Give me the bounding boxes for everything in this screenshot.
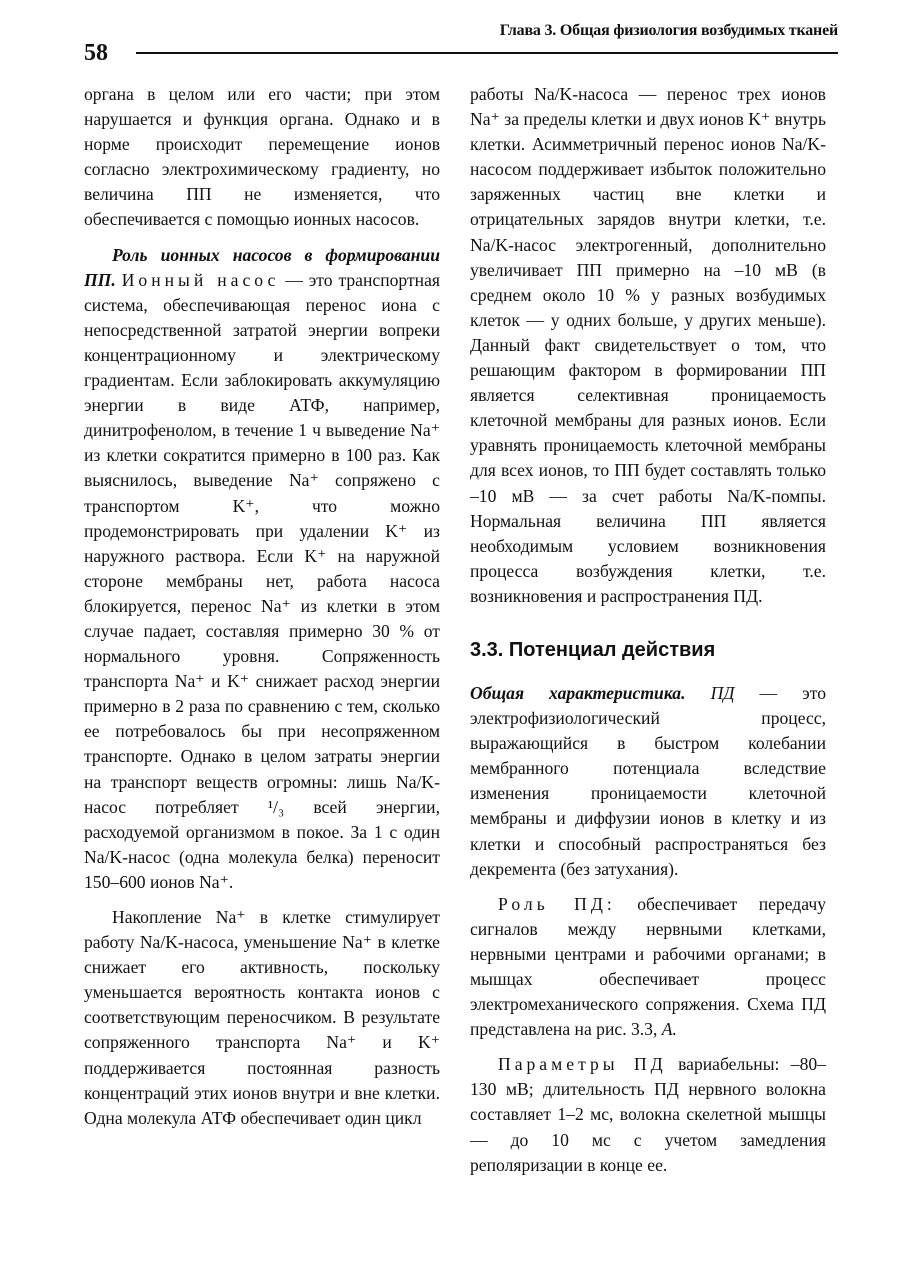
paragraph: работы Na/K-насоса — перенос трех ионов Na⁺ за пределы клетки и двух ионов K⁺ внутрь клетки. Асимметричный перенос ионов Na/K-насосом поддерживает избыток положительно заряженных частиц вне клетки и отрицательных зарядов внутри клетки, т.е. Na/K-насос электрогенный, дополнительно увеличивает ПП примерно на –10 мВ (в среднем около 10 % у разных возбудимых клеток — у одних больше, у других меньше). Данный факт свидетельствует о том, что решающим фактором в формировании ПП является селективная проницаемость клеточной мембраны для разных ионов. Если уравнять проницаемость клеточной мембраны для всех ионов, то ПП будет составлять только –10 мВ — за счет работы Na/K-помпы. Нормальная величина ПП является необходимым условием возникновения процесса возбуждения клетки, т.е. возникновения и распространения ПД. bbox=[470, 84, 826, 606]
paragraph-title: Роль ионных насосов в формировании ПП. bbox=[84, 244, 440, 290]
paragraph-body: вариабельны: –80–130 мВ; длительность ПД нервного волокна составляет 1–2 мс, волокна скелетной мышцы — до 10 мс с учетом замедления реполяризации в конце ее. bbox=[470, 1054, 826, 1175]
spaced-term: Параметры ПД bbox=[498, 1054, 667, 1075]
section-heading: 3.3. Потенциал действия bbox=[470, 638, 716, 661]
paragraph bbox=[84, 243, 440, 895]
paragraph-body: — это электрофизиологический процесс, выражающийся в быстром колебании мембранного потенциала вследствие изменения проницаемости клеточной мембраны и диффузии ионов в клетку и из клетки и способный распространяться без декремента (без затухания). bbox=[470, 682, 826, 879]
paragraph-title: Общая характеристика. bbox=[470, 682, 686, 703]
paragraph-body: — это транспортная система, обеспечивающая перенос иона с непосредственной затратой энергии вопреки концентрационному и электрическому градиентам. Если заблокировать аккумуляцию энергии в виде АТФ, например, динитрофенолом, в течение 1 ч выведение Na⁺ из клетки сократится примерно в 100 раз. Как выяснилось, выведение Na⁺ сопряжено с транспортом K⁺, что можно продемонстрировать при удалении K⁺ из наружного раствора. Если K⁺ на наружной стороне мембраны нет, работа насоса блокируется, перенос Na⁺ из клетки в этом случае падает, составляя примерно 30 % от нормального уровня. Сопряженность транспорта Na⁺ и K⁺ снижает расход энергии примерно в 2 раза по сравнению с тем, сколько ее потребовалось бы при несопряженном транспорте. Однако в целом затраты энергии на транспорт веществ огромны: лишь Na/K-насос потребляет ¹/₃ всей энергии, расходуемой организмом в покое. За 1 с один Na/K-насос (одна молекула белка) переносит 150–600 ионов Na⁺. bbox=[84, 269, 441, 892]
header-rule bbox=[136, 52, 838, 54]
paragraph: Накопление Na⁺ в клетке стимулирует работу Na/K-насоса, уменьшение Na⁺ в клетке снижает его активность, поскольку уменьшается вероятность контакта ионов с соответствующим переносчиком. В результате сопряженного транспорта Na⁺ и K⁺ поддерживается постоянная разность концентраций этих ионов внутри и вне клетки. Одна молекула АТФ обеспечивает один цикл bbox=[84, 907, 440, 1128]
term-italic: ПД bbox=[710, 682, 735, 703]
spaced-term: Роль ПД: bbox=[498, 893, 616, 914]
page-header bbox=[84, 22, 838, 66]
spaced-term: Ионный насос bbox=[121, 269, 280, 290]
paragraph-body: обеспечивает передачу сигналов между нервными клетками, нервными центрами и рабочими органами; в мышцах обеспечивает процесс электромеханического сопряжения. Схема ПД представлена на рис. 3.3, bbox=[470, 893, 826, 1040]
running-title: Глава 3. Общая физиология возбудимых тканей bbox=[499, 22, 838, 39]
paragraph: органа в целом или его части; при этом нарушается и функция органа. Однако и в норме происходит перемещение ионов согласно электрохимическому градиенту, но величина ПП не изменяется, что обеспечивается с помощью ионных насосов. bbox=[84, 84, 440, 230]
paragraph bbox=[470, 1052, 826, 1177]
right-column bbox=[470, 82, 826, 1178]
paragraph bbox=[470, 892, 826, 1043]
paragraph bbox=[470, 681, 826, 882]
figure-reference: А. bbox=[661, 1019, 677, 1040]
left-column bbox=[84, 82, 440, 1131]
page-number: 58 bbox=[84, 40, 108, 66]
